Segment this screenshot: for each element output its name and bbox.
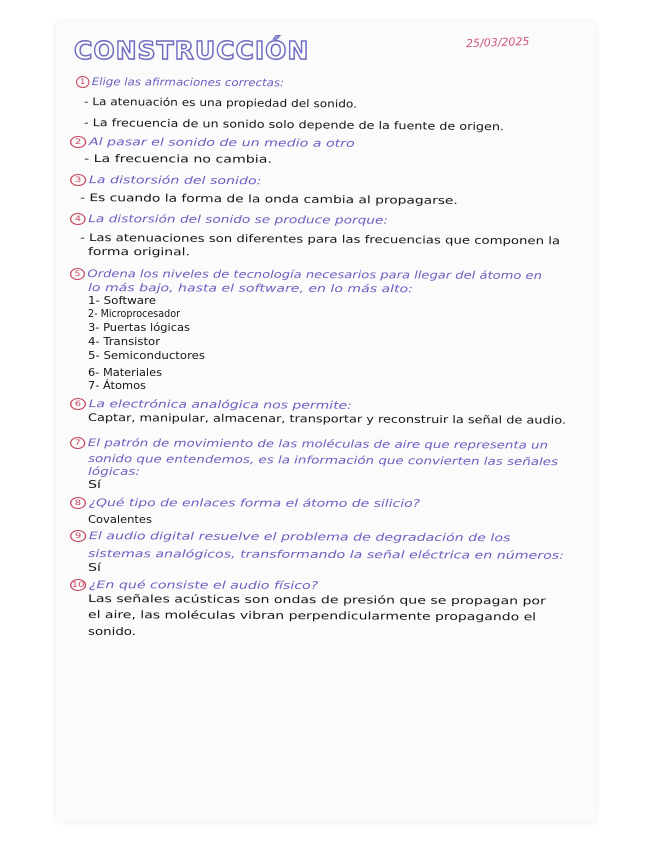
question-number: 4 — [70, 213, 86, 225]
answer-line — [88, 412, 566, 428]
question-number: 8 — [70, 497, 86, 509]
page-title: CONSTRUCCIÓN — [74, 36, 310, 65]
question-number: 6 — [70, 398, 86, 410]
answer-line — [88, 514, 152, 527]
question-text: La electrónica analógica nos permite: — [88, 398, 352, 412]
answer-line — [88, 295, 156, 308]
question-prompt-line — [70, 437, 548, 453]
question-text: El patrón de movimiento de las moléculas de aire que representa un — [87, 437, 549, 452]
answer-line — [88, 609, 536, 624]
answer-line — [84, 96, 357, 111]
answer-line — [88, 336, 160, 349]
answer-line — [88, 246, 190, 259]
question-text: sonido que entendemos, es la información que convierten las señales — [87, 453, 559, 469]
answer-text: 3- Puertas lógicas — [88, 322, 191, 334]
question-text: La distorsión del sonido: — [88, 174, 262, 188]
answer-text: sonido. — [88, 626, 137, 638]
question-number: 7 — [70, 437, 85, 449]
answer-text: Las señales acústicas son ondas de presión que se propagan por — [87, 593, 546, 608]
question-text: Al pasar el sonido de un medio a otro — [88, 136, 355, 150]
question-number: 1 — [76, 76, 90, 88]
answer-text: - La atenuación es una propiedad del sonido. — [83, 96, 358, 111]
question-text: lógicas: — [88, 466, 140, 478]
question-prompt-line — [88, 548, 564, 563]
question-prompt-line — [70, 268, 542, 283]
answer-line — [88, 626, 136, 639]
answer-text: 2- Microprocesador — [88, 308, 181, 320]
answer-text: - Las atenuaciones son diferentes para las frecuencias que componen la — [79, 232, 561, 248]
question-text: ¿Qué tipo de enlaces forma el átomo de silicio? — [88, 497, 421, 510]
question-text: La distorsión del sonido se produce porque: — [88, 213, 389, 227]
question-text: El audio digital resuelve el problema de degradación de los — [88, 530, 511, 545]
answer-line — [88, 350, 205, 363]
answer-text: 7- Átomos — [88, 380, 146, 392]
question-prompt-line — [70, 530, 511, 545]
answer-line — [88, 322, 190, 335]
answer-text: - Es cuando la forma de la onda cambia al propagarse. — [79, 192, 458, 208]
question-text: lo más bajo, hasta el software, en lo más alto: — [87, 282, 413, 296]
question-number: 5 — [70, 268, 85, 280]
question-prompt-line — [70, 579, 318, 593]
question-prompt-line — [76, 76, 284, 90]
answer-text: Captar, manipular, almacenar, transportar y reconstruir la señal de audio. — [87, 412, 567, 427]
answer-text: 6- Materiales — [88, 367, 163, 379]
answer-line — [88, 562, 101, 575]
question-text: ¿En qué consiste el audio físico? — [88, 579, 319, 592]
question-prompt-line — [88, 466, 140, 479]
answer-text: forma original. — [87, 246, 191, 259]
answer-line — [88, 479, 101, 492]
question-number: 9 — [70, 530, 86, 542]
answer-text: 1- Software — [88, 295, 157, 307]
answer-line — [84, 153, 272, 167]
answer-text: 5- Semiconductores — [88, 350, 206, 362]
question-number: 10 — [70, 579, 86, 591]
question-number: 3 — [70, 174, 86, 186]
question-prompt-line — [70, 398, 352, 413]
question-text: Elige las afirmaciones correctas: — [91, 76, 285, 90]
answer-line — [88, 380, 146, 393]
answer-text: el aire, las moléculas vibran perpendicularmente propagando el — [87, 609, 537, 624]
answer-line — [88, 593, 546, 608]
question-prompt-line — [70, 497, 420, 511]
question-prompt-line — [70, 136, 355, 151]
answer-text: - La frecuencia no cambia. — [83, 153, 272, 166]
question-text: sistemas analógicos, transformando la señal eléctrica en números: — [87, 548, 564, 562]
question-prompt-line — [70, 213, 388, 228]
answer-text: Sí — [88, 479, 101, 491]
question-prompt-line — [70, 174, 262, 188]
answer-text: Covalentes — [88, 514, 152, 526]
answer-line — [88, 308, 180, 321]
answer-text: Sí — [88, 562, 101, 574]
answer-line — [88, 367, 162, 380]
question-text: Ordena los niveles de tecnología necesarios para llegar del átomo en — [87, 268, 542, 282]
question-number: 2 — [70, 136, 86, 148]
page-date: 25/03/2025 — [465, 34, 530, 51]
answer-text: - La frecuencia de un sonido solo depende de la fuente de origen. — [83, 117, 505, 134]
answer-text: 4- Transistor — [88, 336, 161, 348]
